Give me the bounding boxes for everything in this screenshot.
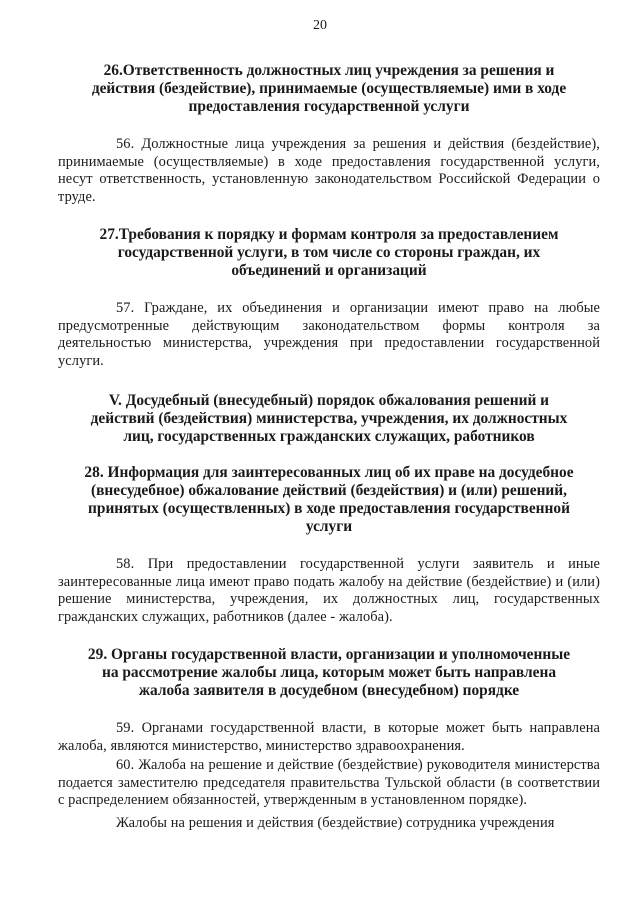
paragraph-58: 58. При предоставлении государственной услуги заявитель и иные заинтересованные лица имеют право подать жалобу на действие (бездействие) и (или) решение министерства, учреждения, их должностных лиц, государственных гражданских служащих, работников (далее - жалоба). [58,556,600,625]
paragraph-59: 59. Органами государственной власти, в которые может быть направлена жалоба, являются министерство, министерство здравоохранения. [58,720,600,754]
section-29-heading: 29. Органы государственной власти, организации и уполномоченные на рассмотрение жалобы лица, которым может быть направлена жалоба заявителя в досудебном (внесудебном) порядке [87,646,571,699]
page-content [58,0,600,832]
chapter-v-heading: V. Досудебный (внесудебный) порядок обжалования решений и действий (бездействия) министерства, учреждения, их должностных лиц, государственных гражданских служащих, работников [90,392,568,445]
section-28-heading: 28. Информация для заинтересованных лиц об их праве на досудебное (внесудебное) обжалование действий (бездействия) и (или) решений, принятых (осуществленных) в ходе предоставления государственной услуги [84,464,574,535]
page-number: 20 [313,18,327,33]
section-27-heading: 27.Требования к порядку и формам контроля за предоставлением государственной услуги, в том числе со стороны граждан, их объединений и организаций [99,226,559,279]
paragraph-57: 57. Граждане, их объединения и организации имеют право на любые предусмотренные действующим законодательством формы контроля за деятельностью министерства, учреждения при предоставлении государственной услуги. [58,300,600,369]
paragraph-60: 60. Жалоба на решение и действие (бездействие) руководителя министерства подается заместителю председателя правительства Тульской области (в соответствии с распределением обязанностей, утвержденным в установленном порядке). [58,757,600,808]
section-26-heading: 26.Ответственность должностных лиц учреждения за решения и действия (бездействие), принимаемые (осуществляемые) ими в ходе предоставления государственной услуги [91,62,567,115]
paragraph-continued: Жалобы на решения и действия (бездействие) сотрудника учреждения [116,814,555,831]
paragraph-56: 56. Должностные лица учреждения за решения и действия (бездействие), принимаемые (осуществляемые) в ходе предоставления государственной услуги, несут ответственность, установленную законодательством Российской Федерации о труде. [58,136,600,205]
